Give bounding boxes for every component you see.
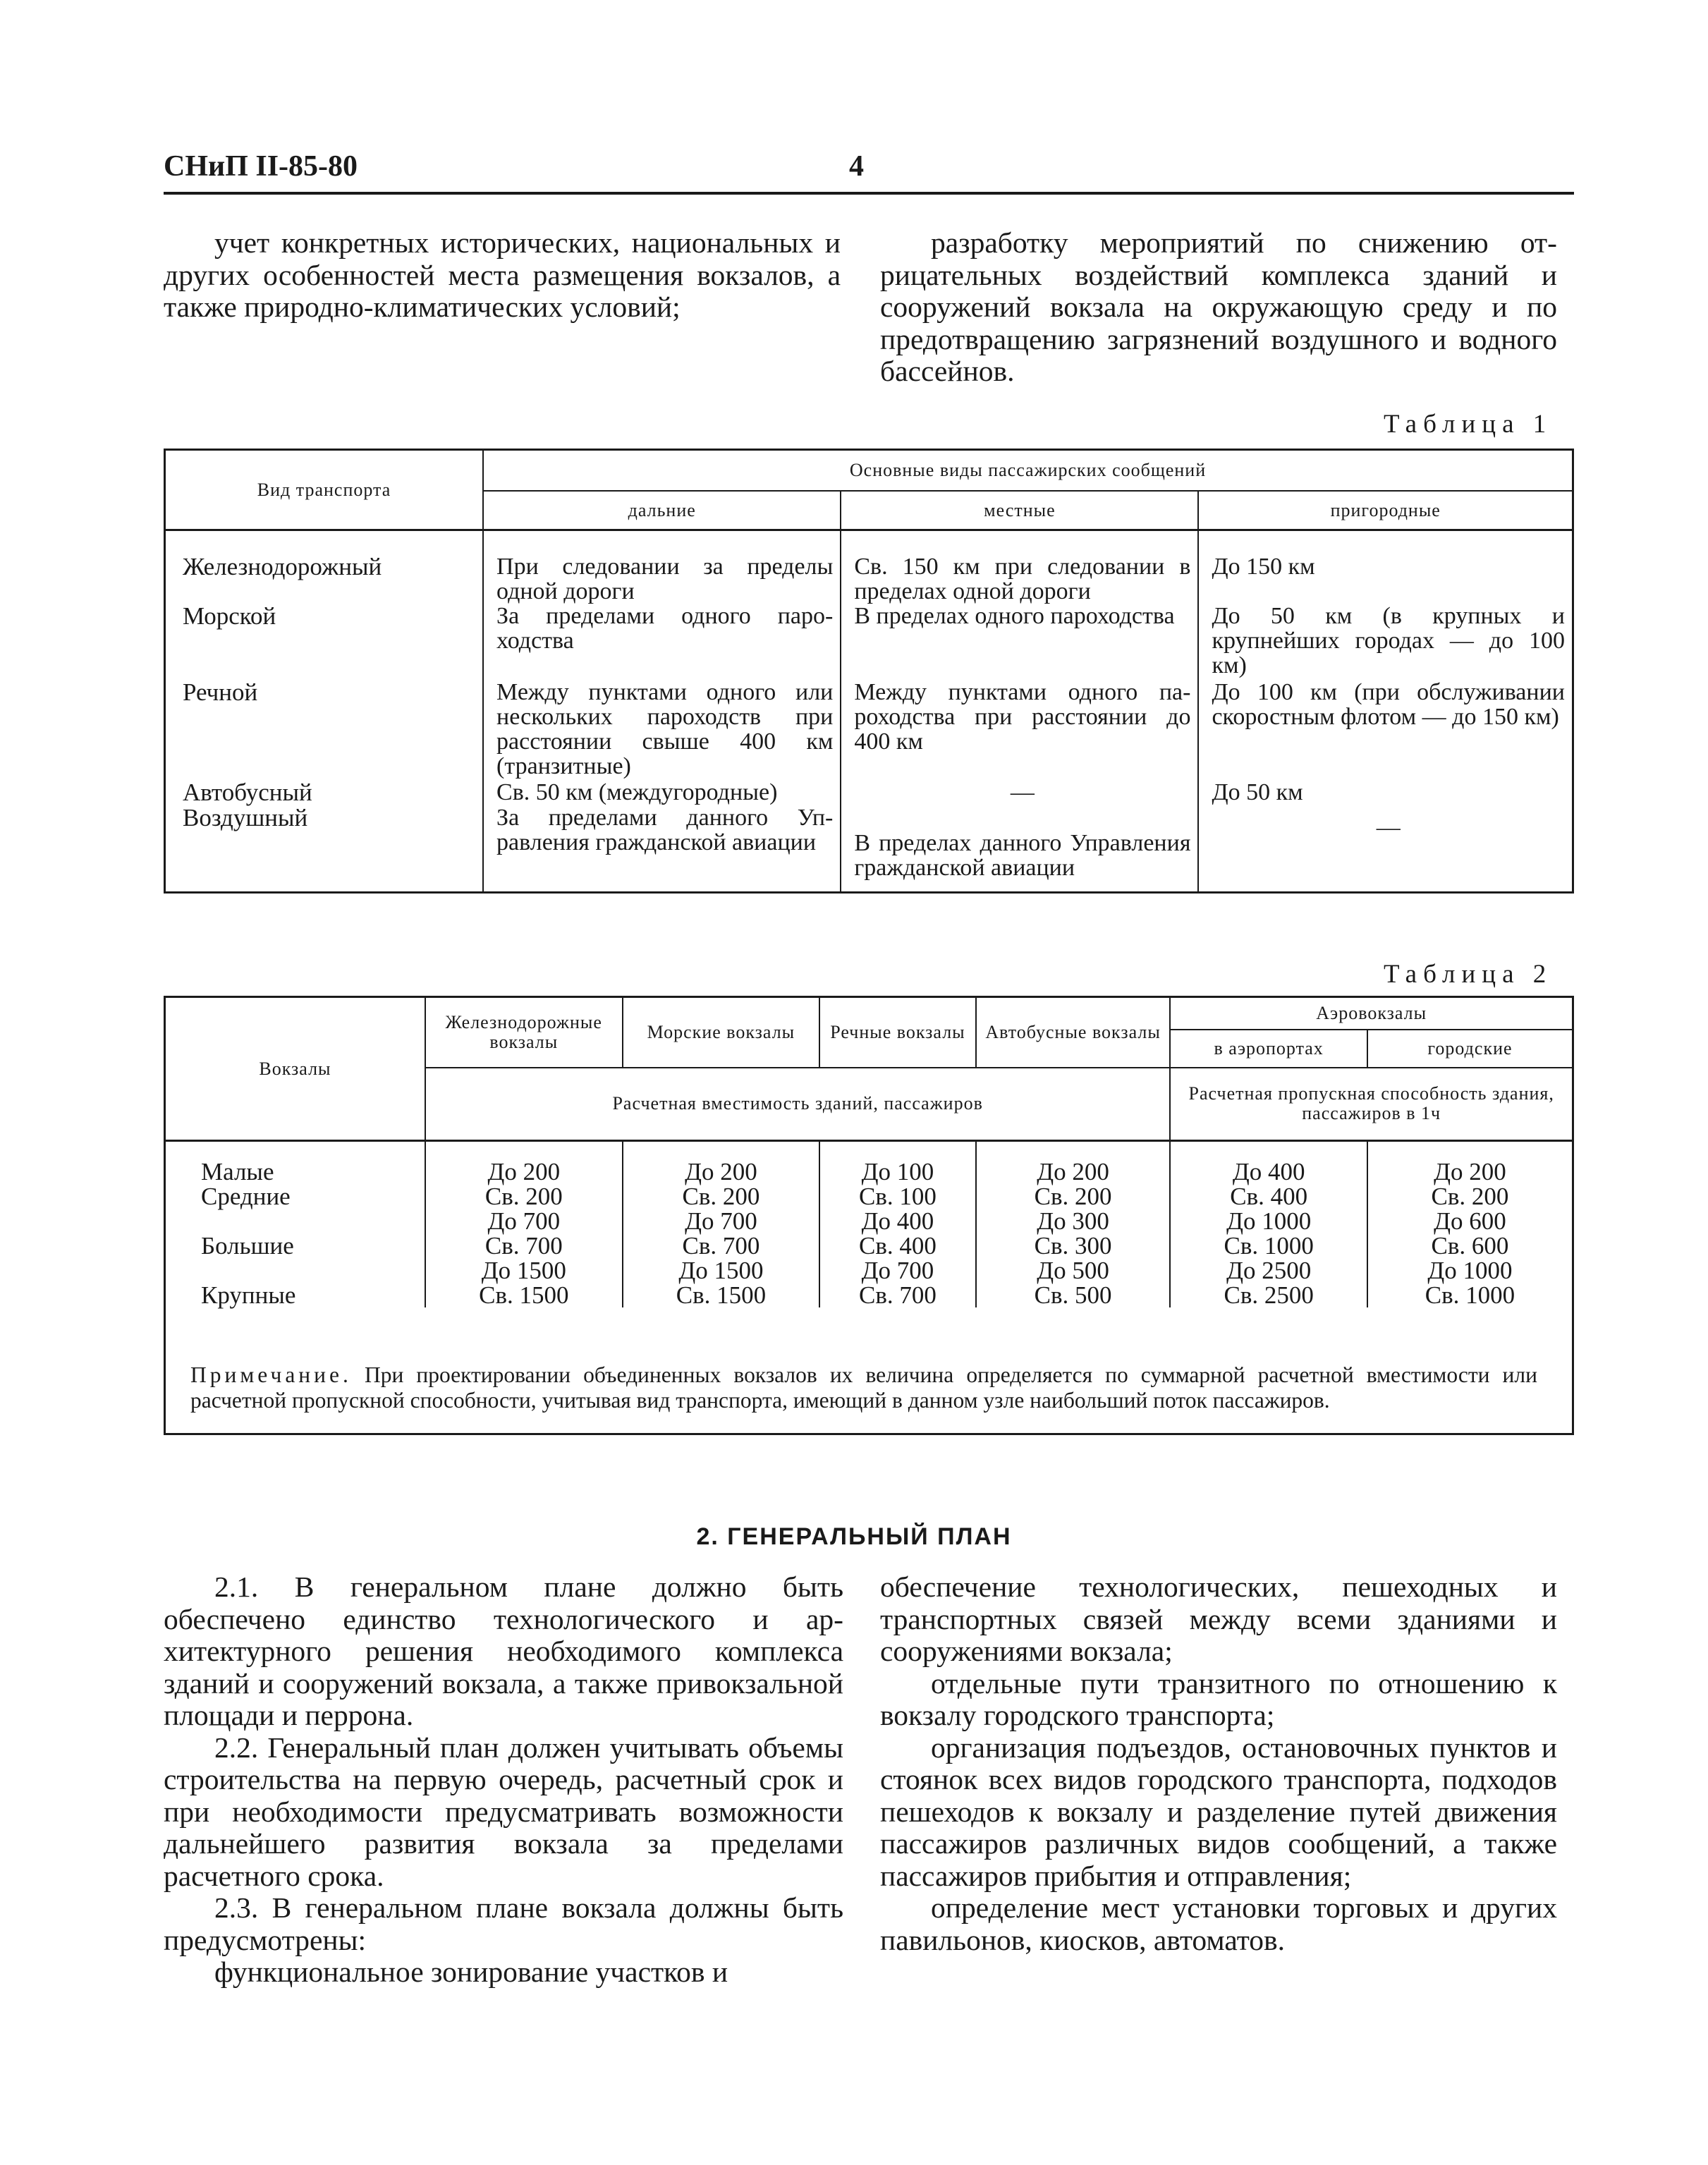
table2-cell: До 200 (685, 1157, 757, 1185)
table2-cell: До 600 (1434, 1207, 1506, 1235)
header-rule (164, 192, 1574, 195)
table2-row-labels (165, 1159, 425, 1307)
table2-cell: До 100 (861, 1157, 934, 1185)
table1-row-local: — (841, 780, 1198, 805)
table2-cell: До 700 (685, 1207, 757, 1235)
table2-cell: До 400 (861, 1207, 934, 1235)
table2-header-bus: Автобусные вокзалы (976, 997, 1171, 1068)
table1-header-transport: Вид транспорта (165, 450, 484, 530)
table1-row-suburban: До 50 км (1198, 780, 1573, 805)
table2-cell: До 200 (1037, 1157, 1109, 1185)
table1-row-local: В пределах данного Управления гражданской авиации (841, 805, 1198, 893)
table2-col-river (819, 1159, 976, 1307)
table1-row-local: В пределах одного пароходства (841, 604, 1198, 680)
table2-cell: До 400 (1232, 1157, 1305, 1185)
table2-row-label (201, 1258, 425, 1283)
table2-cell: До 200 (487, 1157, 561, 1185)
table2-cell: Св. 2500 (1224, 1281, 1314, 1309)
table2-row-label: Малые (201, 1157, 274, 1185)
table1-header-suburban: пригородные (1198, 491, 1573, 530)
section-paragraph: определение мест установки торговых и других павильонов, киосков, автоматов. (880, 1891, 1557, 1956)
section-left-column (164, 1571, 843, 1989)
table2-cell: Св. 200 (484, 1182, 563, 1210)
section-title: 2. ГЕНЕРАЛЬНЫЙ ПЛАН (696, 1523, 1012, 1550)
table1-row-far: При следовании за пределы одной дороги (483, 554, 841, 604)
table2-cell: Св. 400 (1230, 1182, 1308, 1210)
table2-col-sea (623, 1159, 819, 1307)
table1-row-far: Св. 50 км (междугородные) (483, 780, 841, 805)
table2-header-air: Аэровокзалы (1170, 997, 1573, 1030)
table2-cell: Св. 600 (1431, 1231, 1509, 1260)
table2-cell: До 1500 (678, 1256, 764, 1284)
table2-caption: Таблица 2 (1384, 960, 1553, 989)
table1-header-group: Основные виды пассажирских сообщений (483, 450, 1573, 491)
table1-row-local: Св. 150 км при следовании в пределах одной дороги (841, 554, 1198, 604)
table1-caption: Таблица 1 (1384, 410, 1553, 439)
table2-header-river: Речные вокзалы (819, 997, 976, 1068)
table2-cell: До 700 (861, 1256, 934, 1284)
table2-header-stations: Вокзалы (165, 997, 425, 1141)
table2-cell: Св. 100 (859, 1182, 937, 1210)
table2-header-rail: Железнодорожные вокзалы (425, 997, 623, 1068)
table1-row-far: Между пунктами одного или нескольких пароходств при расстоянии свыше 400 км (транзитные) (483, 680, 841, 780)
table2-cell: До 300 (1037, 1207, 1109, 1235)
page-number: 4 (849, 150, 864, 183)
table2-header-sea: Морские вокзалы (623, 997, 819, 1068)
table1-row-far: За пределами одного пароходства (483, 604, 841, 680)
table2-cell: Св. 400 (859, 1231, 937, 1260)
table2-cell: Св. 200 (1034, 1182, 1112, 1210)
intro-right-column (880, 227, 1557, 388)
table2-row-label: Крупные (201, 1281, 296, 1309)
table2-header-capacity: Расчетная вместимость зданий, пассажиров (425, 1068, 1170, 1141)
table1 (164, 449, 1574, 894)
section-paragraph: организация подъездов, остановочных пунктов и стоянок всех видов городского транспорта, подходов пешеходов к вокзалу и разделение путей движения пассажиров различных видов сообщений, а также пассажиров прибытия и отправления; (880, 1731, 1557, 1892)
intro-right-text: разработку мероприятий по снижению отрицательных воздействий комплекса зданий и сооружений вокзала на окружающую среду и по предотвращению загрязнений воздушного и водного бассейнов. (880, 226, 1557, 387)
table1-header-far: дальние (483, 491, 841, 530)
table2-cell: До 1000 (1226, 1207, 1312, 1235)
table1-row-transport: Морской (165, 604, 484, 680)
section-paragraph: отдельные пути транзитного по отношению к вокзалу городского транспорта; (880, 1666, 1557, 1731)
table2-cell: До 1000 (1427, 1256, 1513, 1284)
table1-row-transport: Автобусный (165, 780, 484, 805)
table2-cell: Св. 200 (1431, 1182, 1509, 1210)
table2-header-throughput: Расчетная пропускная способность здания, пассажиров в 1ч (1170, 1068, 1573, 1141)
section-paragraph: функциональное зонирование участков и (214, 1956, 728, 1988)
table2-cell: Св. 1500 (676, 1281, 767, 1309)
intro-left-column (164, 227, 841, 324)
document-code: СНиП II-85-80 (164, 150, 358, 183)
table2-cell: До 2500 (1226, 1256, 1312, 1284)
table1-header-local: местные (841, 491, 1198, 530)
table1-row-transport: Речной (165, 680, 484, 780)
table2-cell: Св. 700 (484, 1231, 563, 1260)
table2-row-label (201, 1209, 425, 1233)
table1-row-suburban: — (1198, 805, 1573, 893)
table2-header-air-airport: в аэропортах (1170, 1030, 1367, 1068)
section-paragraph: 2.2. Генеральный план должен учитывать объемы строительства на первую очередь, расчетный срок и при необходимости предусматривать возможности дальнейшего развития вокзала за пределами расчетного срока. (164, 1731, 843, 1892)
table2-note (190, 1362, 1537, 1413)
table2-row-label: Средние (201, 1182, 291, 1210)
table2-note-label: Примечание. (190, 1362, 352, 1387)
table2-col-air-city (1367, 1159, 1573, 1307)
table1-row-suburban: До 150 км (1198, 554, 1573, 604)
table2-cell: Св. 300 (1034, 1231, 1112, 1260)
table1-row-transport: Воздушный (165, 805, 484, 893)
table2-cell: До 500 (1037, 1256, 1109, 1284)
table2-cell: До 1500 (481, 1256, 566, 1284)
table1-row-transport: Железнодорожный (165, 554, 484, 604)
table2-cell: Св. 700 (859, 1281, 937, 1309)
table2-cell: Св. 700 (682, 1231, 760, 1260)
intro-left-text: учет конкретных исторических, национальных и других особенностей места размещения вокзалов, а также природно-климатических условий; (164, 226, 841, 323)
section-paragraph: 2.3. В генеральном плане вокзала должны быть предусмотрены: (164, 1891, 843, 1956)
table2-col-rail (425, 1159, 623, 1307)
table2-cell: Св. 1000 (1425, 1281, 1515, 1309)
section-paragraph: обеспечение технологических, пешеходных и транспортных связей между всеми зданиями и сооружениями вокзала; (880, 1571, 1557, 1667)
table2-cell: До 700 (487, 1207, 561, 1235)
table2-cell: Св. 1000 (1224, 1231, 1314, 1260)
table2-row-label: Большие (201, 1231, 294, 1260)
table2-cell: До 200 (1434, 1157, 1506, 1185)
table2-cell: Св. 200 (682, 1182, 760, 1210)
table1-row-local: Между пунктами одного пароходства при расстоянии до 400 км (841, 680, 1198, 780)
section-right-column (880, 1571, 1557, 1956)
table2-cell: Св. 1500 (479, 1281, 569, 1309)
table2-col-air-airport (1170, 1159, 1367, 1307)
table2-cell: Св. 500 (1034, 1281, 1112, 1309)
section-paragraph: 2.1. В генеральном плане должно быть обеспечено единство технологического и архитектурного решения необходимого комплекса зданий и сооружений вокзала, а также привокзальной площади и перрона. (164, 1571, 843, 1731)
table1-row-suburban: До 50 км (в крупных и крупнейших городах — до 100 км) (1198, 604, 1573, 680)
table2-col-bus (976, 1159, 1171, 1307)
table2-header-air-city: городские (1367, 1030, 1573, 1068)
table1-row-far: За пределами данного Управления гражданской авиации (483, 805, 841, 893)
table2-note-text: При проектировании объединенных вокзалов их величина определяется по суммарной расчетной вместимости или расчетной пропускной способности, учитывая вид транспорта, имеющий в данном узле наибольший поток пассажиров. (190, 1362, 1537, 1413)
table1-row-suburban: До 100 км (при обслуживании скоростным флотом — до 150 км) (1198, 680, 1573, 780)
